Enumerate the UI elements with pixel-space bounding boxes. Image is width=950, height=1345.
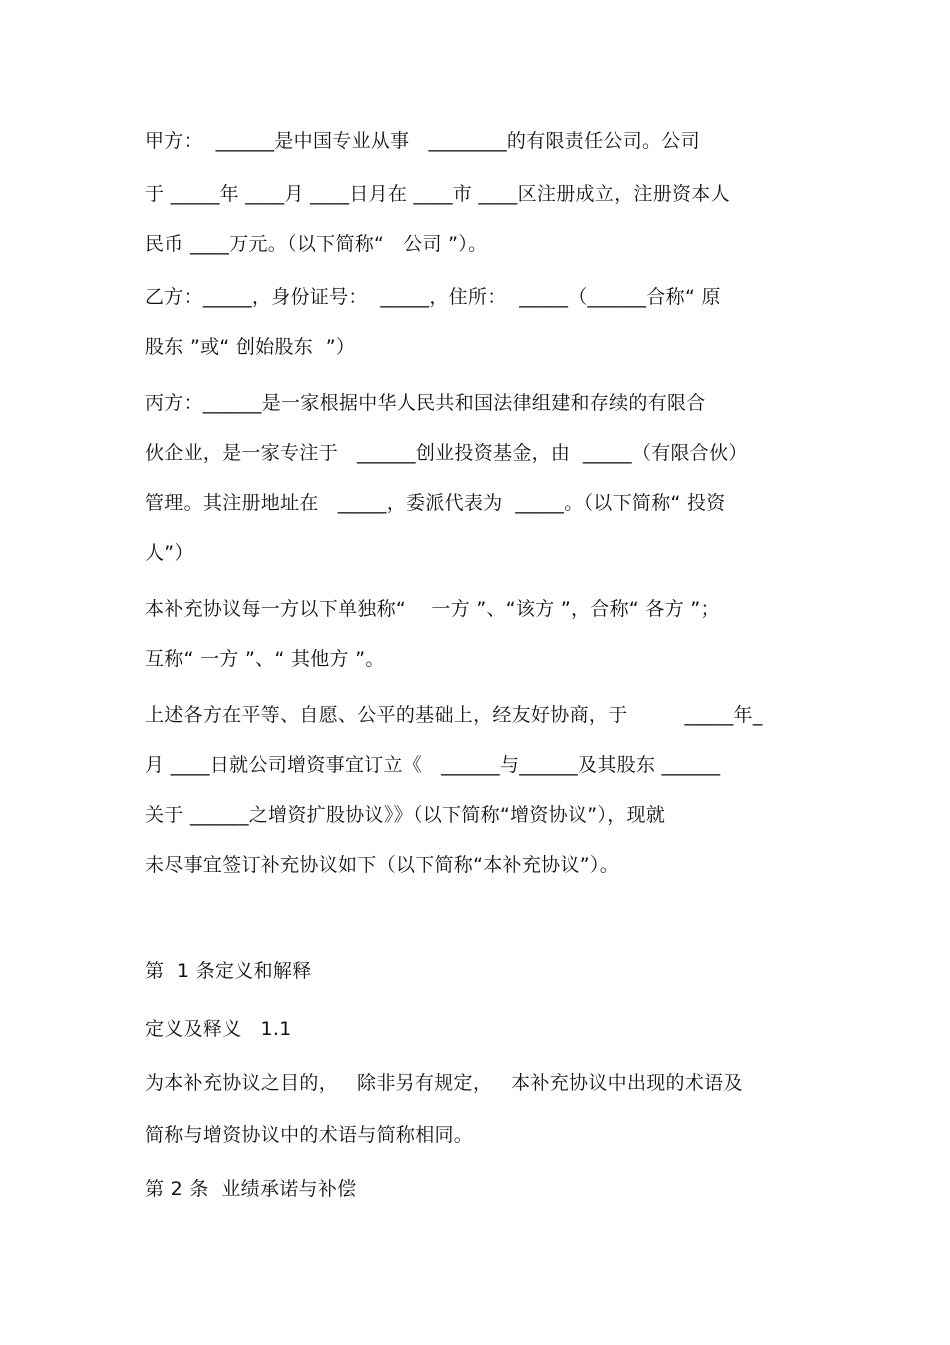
article-1-heading: 第 1 条定义和解释	[145, 960, 312, 982]
party-a-line-3: 民币 ____万元。（以下简称“ 公司 ”）。	[145, 233, 488, 255]
party-b-line-1: 乙方：_____，身份证号： _____，住所： _____（______合称“ 原	[145, 286, 721, 308]
article-2-heading: 第 2 条 业绩承诺与补偿	[145, 1178, 357, 1200]
definition-line-1: 为本补充协议之目的， 除非另有规定， 本补充协议中出现的术语及	[145, 1072, 743, 1094]
section-1-1-heading: 定义及释义 1.1	[145, 1018, 292, 1040]
party-c-line-3: 管理。其注册地址在 _____，委派代表为 _____。（以下简称“ 投资	[145, 492, 726, 514]
definition-line-2: 简称与增资协议中的术语与简称相同。	[145, 1124, 474, 1146]
party-c-line-1: 丙方：______是一家根据中华人民共和国法律组建和存续的有限合	[145, 392, 706, 414]
recital-line-1: 上述各方在平等、自愿、公平的基础上，经友好协商，于 _____年_	[145, 704, 763, 726]
terms-line-2: 互称“ 一方 ”、“ 其他方 ”。	[145, 648, 385, 670]
party-a-line-1: 甲方： ______是中国专业从事 ________的有限责任公司。公司	[145, 130, 700, 152]
party-a-line-2: 于 _____年 ____月 ____日月在 ____市 ____区注册成立，注册资本人	[145, 183, 730, 205]
recital-line-3: 关于 ______之增资扩股协议》》（以下简称“增资协议”），现就	[145, 804, 666, 826]
recital-line-2: 月 ____日就公司增资事宜订立《 ______与______及其股东 ______	[145, 754, 721, 776]
recital-line-4: 未尽事宜签订补充协议如下（以下简称“本补充协议”）。	[145, 854, 619, 876]
party-c-line-2: 伙企业，是一家专注于 ______创业投资基金，由 _____（有限合伙）	[145, 442, 748, 464]
party-b-line-2: 股东 ”或“ 创始股东 ”）	[145, 336, 356, 358]
party-c-line-4: 人”）	[145, 542, 194, 564]
terms-line-1: 本补充协议每一方以下单独称“ 一方 ”、“该方 ”，合称“ 各方 ”；	[145, 598, 720, 620]
